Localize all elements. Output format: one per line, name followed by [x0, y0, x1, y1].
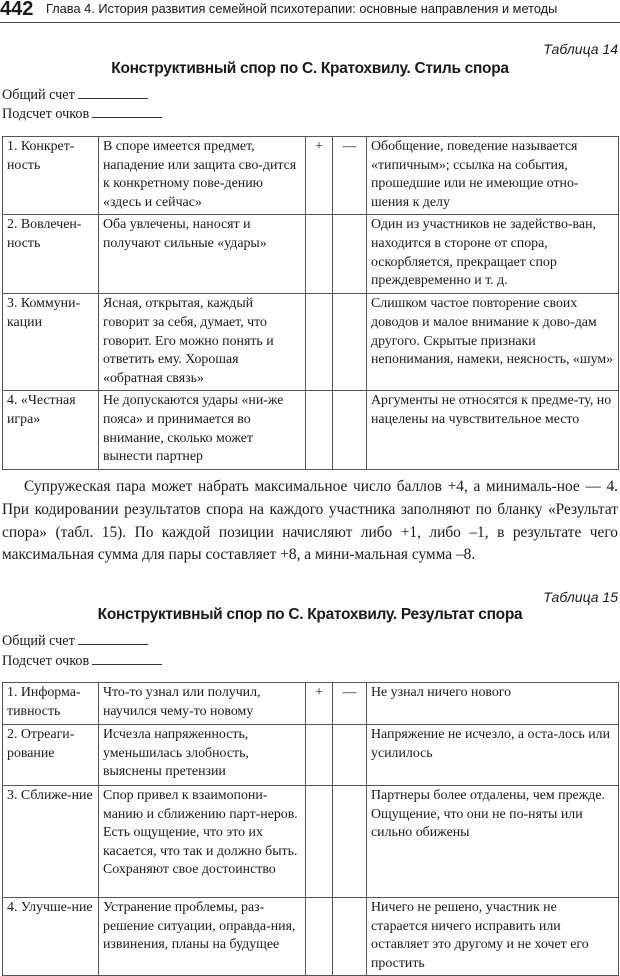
total-score-blank [78, 86, 148, 99]
running-head [0, 0, 620, 23]
criterion-cell: 4. Улучше-ние [3, 898, 99, 976]
plus-column [306, 215, 333, 294]
table-15-label: Таблица 15 [543, 589, 618, 605]
negative-cell: Ничего не решено, участник не старается ничего исправить или оставляет это другому и не хочет его простить [367, 898, 619, 976]
negative-cell: Не узнал ничего нового [367, 683, 619, 725]
table-row [3, 683, 619, 725]
positive-cell: Спор привел к взаимопони-манию и сближению парт-неров. Есть ощущение, что это их касается, что так и должно быть. Сохраняют свое достоинство [99, 786, 306, 898]
table-row [3, 786, 619, 898]
table-14 [2, 136, 619, 470]
negative-cell: Один из участников не задейство-ван, находится в стороне от спора, оскорбляется, прекращает спор преждевременно и т. д. [367, 215, 619, 294]
table-row [3, 898, 619, 976]
negative-cell: Слишком частое повторение своих доводов и малое внимание к дово-дам другого. Скрытые признаки непонимания, намеки, неясность, «шум» [367, 294, 619, 391]
table-row [3, 725, 619, 786]
points-count-label: Подсчет очков [2, 653, 90, 669]
minus-column [333, 725, 367, 786]
minus-column [333, 898, 367, 976]
negative-cell: Аргументы не относятся к предме-ту, но нацелены на чувствительное место [367, 391, 619, 469]
criterion-cell: 3. Коммуни-кации [3, 294, 99, 391]
minus-column: — [333, 137, 367, 215]
table-row [3, 391, 619, 469]
criterion-cell: 2. Отреаги-рование [3, 725, 99, 786]
criterion-cell: 4. «Честная игра» [3, 391, 99, 469]
table-15 [2, 682, 619, 976]
plus-column [306, 294, 333, 391]
total-score-field [2, 632, 148, 650]
table-14-title: Конструктивный спор по С. Кратохвилу. Стиль спора [111, 60, 509, 77]
plus-column: + [306, 683, 333, 725]
chapter-title: Глава 4. История развития семейной психотерапии: основные направления и методы [46, 1, 558, 16]
plus-column [306, 391, 333, 469]
total-score-field [2, 86, 148, 104]
page-number: 442 [0, 0, 34, 20]
total-score-blank [78, 632, 148, 645]
positive-cell: Ясная, открытая, каждый говорит за себя, думает, что говорит. Его можно понять и ответить ему. Хорошая «обратная связь» [99, 294, 306, 391]
points-count-blank [92, 652, 162, 665]
negative-cell: Обобщение, поведение называется «типичным»; ссылка на события, прошедшие или не имеющие отно-шения к делу [367, 137, 619, 215]
table-row [3, 215, 619, 294]
minus-column [333, 391, 367, 469]
minus-column [333, 294, 367, 391]
table-row [3, 294, 619, 391]
plus-column [306, 898, 333, 976]
points-count-field [2, 105, 162, 123]
positive-cell: Исчезла напряженность, уменьшилась злобность, выяснены претензии [99, 725, 306, 786]
positive-cell: Устранение проблемы, раз-решение ситуации, оправда-ния, извинения, планы на будущее [99, 898, 306, 976]
positive-cell: Оба увлечены, наносят и получают сильные «удары» [99, 215, 306, 294]
points-count-field [2, 652, 162, 670]
positive-cell: Не допускаются удары «ни-же пояса» и принимается во внимание, сколько может вынести партнер [99, 391, 306, 469]
negative-cell: Партнеры более отдалены, чем прежде. Ощущение, что они не по-няты или сильно обижены [367, 786, 619, 898]
criterion-cell: 1. Информа-тивность [3, 683, 99, 725]
points-count-blank [92, 105, 162, 118]
plus-column: + [306, 137, 333, 215]
minus-column [333, 215, 367, 294]
table-14-label: Таблица 14 [543, 41, 618, 57]
positive-cell: В споре имеется предмет, нападение или защита сво-дится к конкретному пове-дению «здесь и сейчас» [99, 137, 306, 215]
positive-cell: Что-то узнал или получил, научился чему-то новому [99, 683, 306, 725]
body-paragraph [2, 476, 618, 567]
criterion-cell: 2. Вовлечен-ность [3, 215, 99, 294]
minus-column: — [333, 683, 367, 725]
plus-column [306, 725, 333, 786]
body-text: Супружеская пара может набрать максимальное число баллов +4, а минималь-ное — 4. При кодировании результатов спора на каждого участника заполняют по бланку «Результат спора» (табл. 15). По каждой позиции начисляют либо +1, либо –1, в результате чего максимальная сумма для пары составляет +8, а мини-мальная сумма –8. [2, 478, 618, 564]
table-15-title: Конструктивный спор по С. Кратохвилу. Результат спора [97, 606, 523, 623]
plus-column [306, 786, 333, 898]
points-count-label: Подсчет очков [2, 106, 90, 122]
minus-column [333, 786, 367, 898]
criterion-cell: 1. Конкрет-ность [3, 137, 99, 215]
total-score-label: Общий счет [2, 633, 75, 649]
total-score-label: Общий счет [2, 87, 75, 103]
criterion-cell: 3. Сближе-ние [3, 786, 99, 898]
negative-cell: Напряжение не исчезло, а оста-лось или усилилось [367, 725, 619, 786]
table-row [3, 137, 619, 215]
